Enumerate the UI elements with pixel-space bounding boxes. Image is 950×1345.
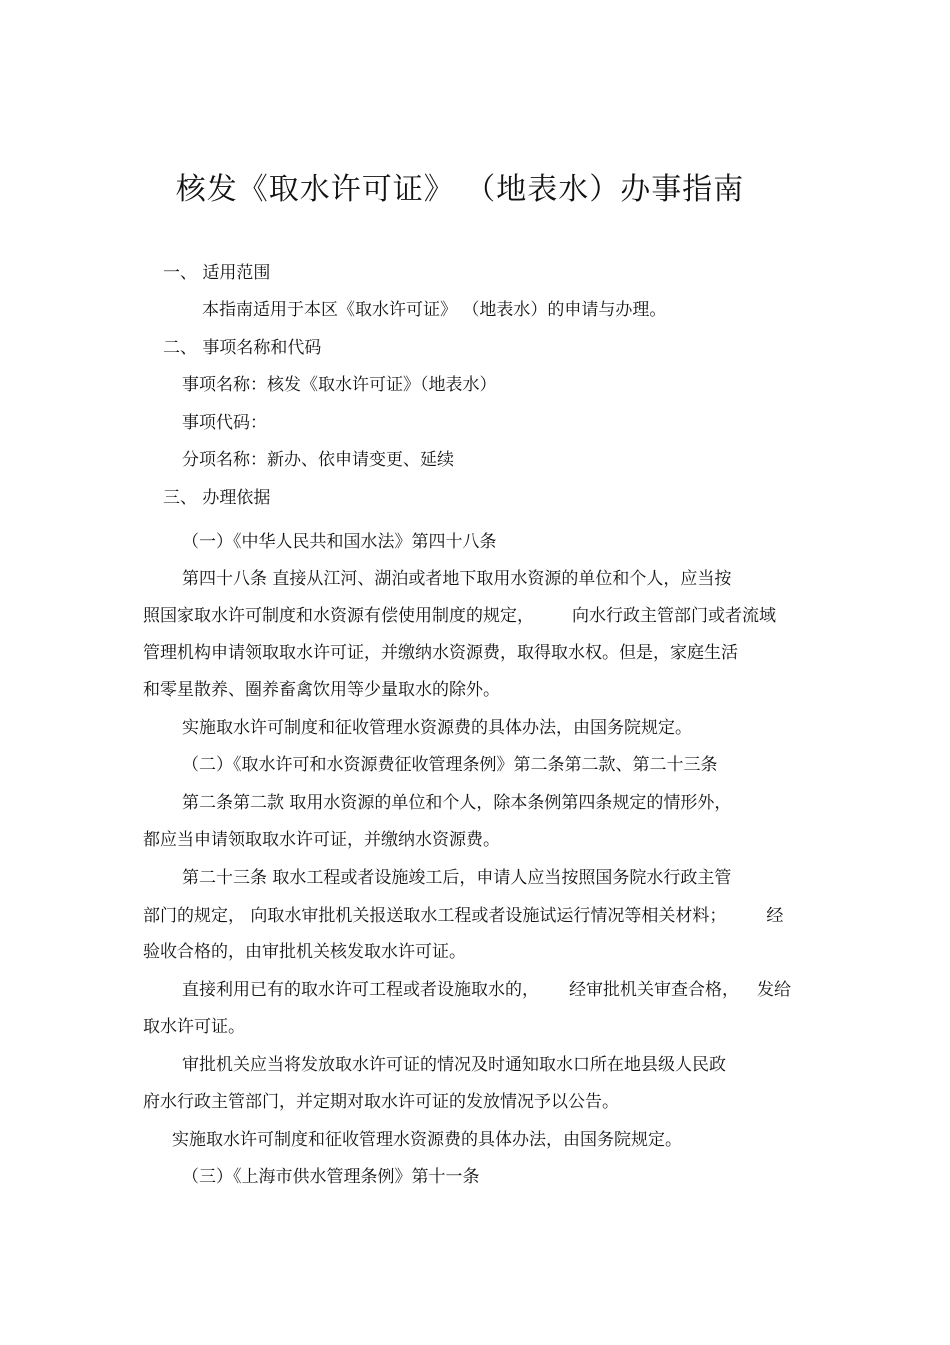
law1-paragraph-line: 第四十八条 直接从江河、湖泊或者地下取用水资源的单位和个人，应当按: [182, 569, 732, 589]
law2-paragraph-line: [182, 978, 791, 1002]
scope-text: 本指南适用于本区《取水许可证》 （地表水）的申请与办理。: [202, 300, 667, 320]
section-heading-basis: 三、 办理依据: [163, 488, 271, 508]
section-heading-scope: 一、 适用范围: [163, 263, 271, 283]
law3-title: （三）《上海市供水管理条例》第十一条: [182, 1167, 480, 1187]
law2-paragraph: 实施取水许可制度和征收管理水资源费的具体办法，由国务院规定。: [172, 1130, 682, 1150]
law2-paragraph-line: 都应当申请领取取水许可证，并缴纳水资源费。: [143, 830, 500, 850]
text-segment: 照国家取水许可制度和水资源有偿使用制度的规定，: [143, 606, 534, 626]
law1-paragraph-line: 和零星散养、圈养畜禽饮用等少量取水的除外。: [143, 680, 500, 700]
law2-paragraph-line: 验收合格的，由审批机关核发取水许可证。: [143, 942, 466, 962]
item-name-line: 事项名称：核发《取水许可证》（地表水）: [182, 375, 497, 395]
law2-paragraph-line: 府水行政主管部门，并定期对取水许可证的发放情况予以公告。: [143, 1092, 619, 1112]
law1-paragraph: 实施取水许可制度和征收管理水资源费的具体办法，由国务院规定。: [182, 718, 692, 738]
law2-title: （二）《取水许可和水资源费征收管理条例》第二条第二款、第二十三条: [182, 755, 718, 775]
text-segment: 经审批机关审查合格，: [569, 980, 739, 1000]
law2-paragraph-line: 第二条第二款 取用水资源的单位和个人，除本条例第四条规定的情形外，: [182, 793, 732, 813]
law1-paragraph-line: 管理机构申请领取取水许可证，并缴纳水资源费，取得取水权。但是，家庭生活: [143, 643, 738, 663]
law2-paragraph-line: 取水许可证。: [143, 1017, 245, 1037]
text-segment: 经: [766, 906, 784, 926]
text-segment: 发给: [757, 980, 791, 1000]
law2-paragraph-line: 审批机关应当将发放取水许可证的情况及时通知取水口所在地县级人民政: [182, 1055, 726, 1075]
text-segment: 直接利用已有的取水许可工程或者设施取水的，: [182, 980, 539, 1000]
item-code-line: 事项代码：: [182, 413, 267, 433]
law1-title: （一）《中华人民共和国水法》第四十八条: [182, 532, 497, 552]
sub-item-line: 分项名称：新办、依申请变更、延续: [182, 450, 454, 470]
law2-paragraph-line: [143, 904, 783, 928]
document-title: 核发《取水许可证》 （地表水）办事指南: [175, 172, 745, 207]
text-segment: 向水行政主管部门或者流域: [572, 606, 776, 626]
section-heading-item: 二、 事项名称和代码: [163, 338, 322, 358]
law1-paragraph-line: [143, 604, 776, 628]
text-segment: 部门的规定， 向取水审批机关报送取水工程或者设施试运行情况等相关材料；: [143, 906, 727, 926]
law2-paragraph-line: 第二十三条 取水工程或者设施竣工后，申请人应当按照国务院水行政主管: [182, 868, 732, 888]
